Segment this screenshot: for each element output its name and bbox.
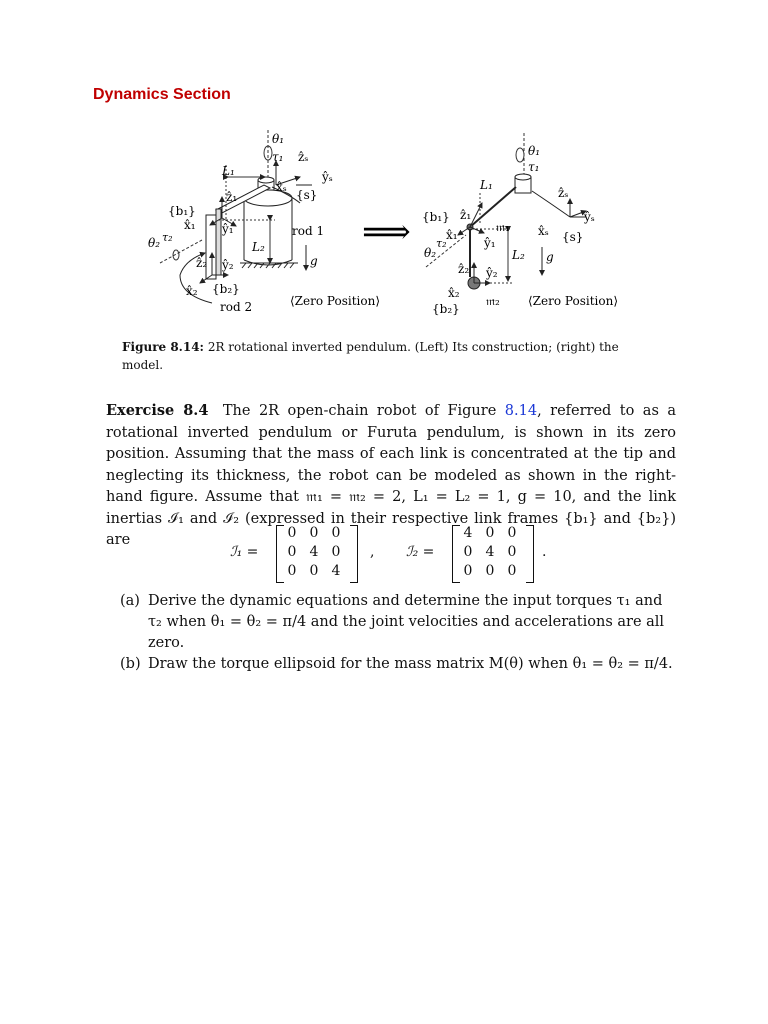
label-m2: 𝔪₂ xyxy=(486,294,500,308)
label-g: g xyxy=(310,254,318,268)
exercise-text-start: The 2R open-chain robot of Figure xyxy=(222,403,505,419)
label-zero-position-left: ⟨Zero Position⟩ xyxy=(290,294,380,308)
label-s-frame: {s} xyxy=(296,188,318,202)
label-tau1: τ₁ xyxy=(272,150,284,164)
bracket-right xyxy=(526,525,534,583)
section-title: Dynamics Section xyxy=(93,86,231,103)
matrix-cell: 0 xyxy=(485,525,495,541)
matrix-cell: 0 xyxy=(331,544,341,560)
label-x-s: x̂ₛ xyxy=(538,224,549,238)
matrix-I2-name: ℐ₂ = xyxy=(406,544,435,560)
label-z2: ẑ₂ xyxy=(196,256,208,270)
matrix-cell: 4 xyxy=(309,544,319,560)
matrix-cell: 0 xyxy=(507,525,517,541)
label-L2: L₂ xyxy=(512,248,525,262)
label-b2-frame: {b₂} xyxy=(432,302,460,316)
matrix-cell: 0 xyxy=(331,525,341,541)
label-y1: ŷ₁ xyxy=(484,236,496,250)
part-a xyxy=(120,591,680,654)
label-x2: x̂₂ xyxy=(448,286,460,300)
matrix-cell: 0 xyxy=(309,563,319,579)
label-b2-frame: {b₂} xyxy=(212,282,240,296)
label-m1: 𝔪₁ xyxy=(496,220,510,234)
caption-label: Figure 8.14: xyxy=(122,340,204,354)
exercise-label: Exercise 8.4 xyxy=(106,402,209,419)
label-L1: L₁ xyxy=(222,164,235,178)
exercise-text-rest: , referred to as a rotational inverted pendulum or Furuta pendulum, is shown in its zero position. Assuming that the mass of each link is concentrated at the tip and neglecting its thickness, the robot can be modeled as shown in the right-hand figure. Assume that 𝔪₁ = 𝔪₂ = 2, L₁ = L₂ = 1, g = 10, and the link inertias ℐ₁ and ℐ₂ (expressed in their respective link frames {b₁} and {b₂}) are xyxy=(106,403,677,548)
matrix-terminator: . xyxy=(542,544,547,560)
part-text: Draw the torque ellipsoid for the mass matrix M(θ) when θ₁ = θ₂ = π/4. xyxy=(148,656,673,672)
figure-reference-link[interactable]: 8.14 xyxy=(504,403,538,419)
label-g: g xyxy=(546,250,554,264)
label-L1: L₁ xyxy=(480,178,493,192)
label-y2: ŷ₂ xyxy=(486,266,498,280)
label-rod2: rod 2 xyxy=(220,300,253,314)
matrix-cell: 0 xyxy=(287,563,297,579)
label-y2: ŷ₂ xyxy=(222,258,234,272)
pendulum-diagram xyxy=(140,125,620,335)
part-label: (b) xyxy=(120,656,141,672)
implies-arrow-icon: ⟹ xyxy=(362,212,411,252)
rotation-icon xyxy=(516,148,524,162)
label-tau1: τ₁ xyxy=(528,160,540,174)
matrix-cell: 0 xyxy=(463,544,473,560)
part-text: Derive the dynamic equations and determine the input torques τ₁ and τ₂ when θ₁ = θ₂ = π/4 and the joint velocities and accelerations are all zero. xyxy=(148,593,665,651)
left-construction-diagram xyxy=(148,130,380,314)
right-model-diagram xyxy=(422,133,618,316)
label-zero-position-right: ⟨Zero Position⟩ xyxy=(528,294,618,308)
label-z2: ẑ₂ xyxy=(458,262,470,276)
label-theta2: θ₂ xyxy=(424,246,437,260)
matrix-cell: 0 xyxy=(287,525,297,541)
matrix-cell: 0 xyxy=(287,544,297,560)
label-x2: x̂₂ xyxy=(186,284,198,298)
label-b1-frame: {b₁} xyxy=(422,210,450,224)
matrix-cell: 4 xyxy=(485,544,495,560)
label-z1: ẑ₁ xyxy=(460,208,472,222)
matrix-cell: 0 xyxy=(485,563,495,579)
label-y-s: ŷₛ xyxy=(584,210,595,224)
label-s-frame: {s} xyxy=(562,230,584,244)
caption-text: 2R rotational inverted pendulum. (Left) Its construction; (right) the model. xyxy=(122,340,619,372)
part-label: (a) xyxy=(120,593,140,609)
label-rod1: rod 1 xyxy=(292,224,325,238)
label-x1: x̂₁ xyxy=(446,228,458,242)
matrix-cell: 0 xyxy=(309,525,319,541)
label-theta2: θ₂ xyxy=(148,236,161,250)
figure-caption xyxy=(122,338,662,374)
label-z1: ẑ₁ xyxy=(226,190,238,204)
exercise-parts xyxy=(120,591,680,675)
label-b1-frame: {b₁} xyxy=(168,204,196,218)
matrix-separator: , xyxy=(370,544,375,560)
figure-8-14 xyxy=(140,125,620,335)
matrix-cell: 4 xyxy=(463,525,473,541)
rod-1-cylinder xyxy=(240,190,298,268)
label-theta1: θ₁ xyxy=(528,144,541,158)
part-b xyxy=(120,654,680,675)
inertia-matrices xyxy=(230,525,610,585)
matrix-cell: 0 xyxy=(507,544,517,560)
matrix-cell: 0 xyxy=(507,563,517,579)
matrix-I1-name: ℐ₁ = xyxy=(230,544,259,560)
label-theta1: θ₁ xyxy=(272,132,285,146)
label-y-s: ŷₛ xyxy=(322,170,333,184)
label-x1: x̂₁ xyxy=(184,218,196,232)
matrix-cell: 0 xyxy=(463,563,473,579)
label-L2: L₂ xyxy=(252,240,265,254)
bracket-right xyxy=(350,525,358,583)
label-z-s: ẑₛ xyxy=(298,150,309,164)
matrix-cell: 4 xyxy=(331,563,341,579)
label-x-s: x̂ₛ xyxy=(276,180,287,194)
label-tau2: τ₂ xyxy=(162,231,173,244)
label-y1: ŷ₁ xyxy=(222,222,234,236)
label-z-s: ẑₛ xyxy=(558,186,569,200)
label-tau2: τ₂ xyxy=(436,237,447,250)
